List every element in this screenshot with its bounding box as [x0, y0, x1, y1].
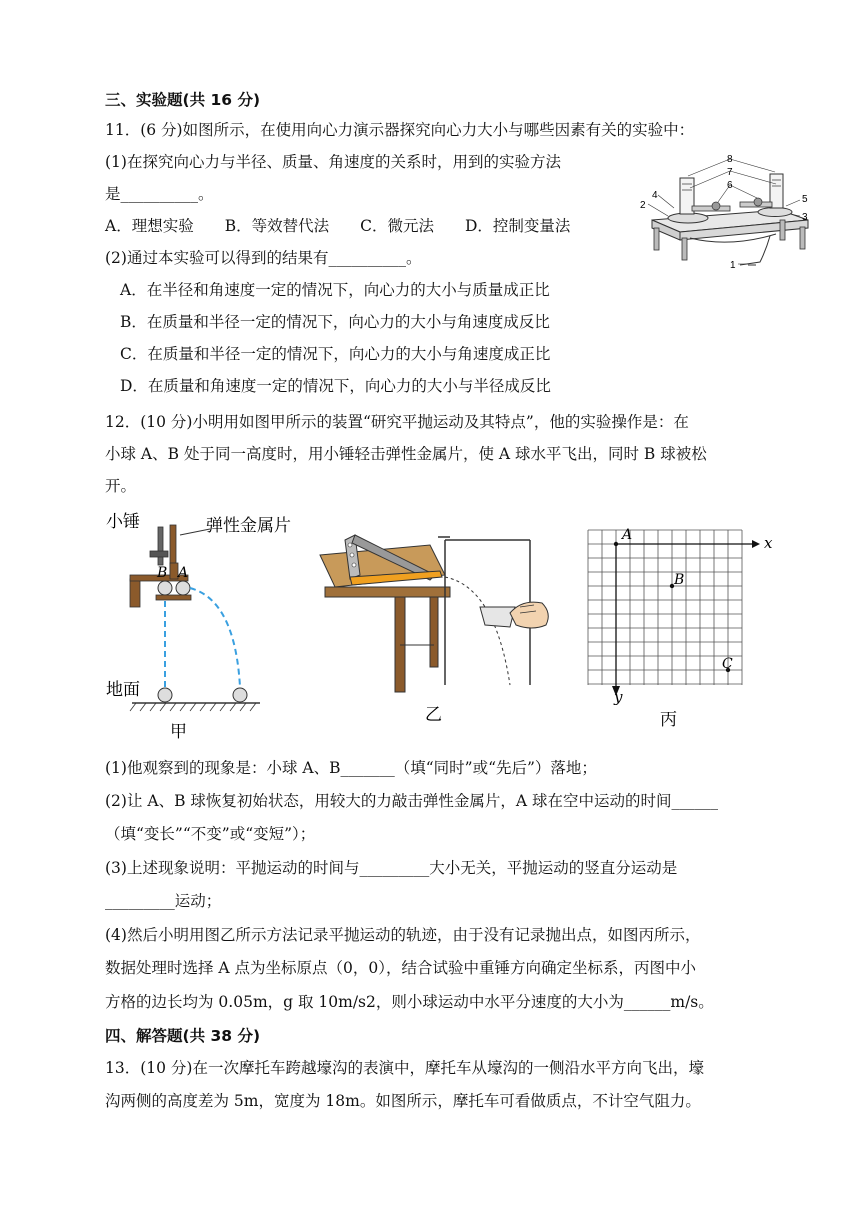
q12-line1: 12．(10 分)小明用如图甲所示的装置“研究平抛运动及其特点”，他的实验操作是：在	[105, 413, 689, 431]
apparatus-label-1: 1	[730, 260, 736, 271]
apparatus-label-3: 3	[802, 212, 808, 223]
label-metal-sheet: 弹性金属片	[206, 516, 291, 536]
figure-yi	[310, 515, 555, 725]
section4-heading: 四、解答题(共 38 分)	[105, 1027, 261, 1045]
caption-bing: 丙	[660, 710, 677, 730]
q11-option-c: C．在质量和半径一定的情况下，向心力的大小与角速度成正比	[120, 345, 551, 363]
point-c-label: C	[722, 656, 733, 672]
apparatus-label-8: 8	[727, 154, 733, 165]
q11-stem: 11．(6 分)如图所示，在使用向心力演示器探究向心力大小与哪些因素有关的实验中：	[105, 121, 695, 139]
centripetal-apparatus-figure	[630, 150, 815, 275]
q13-line2: 沟两侧的高度差为 5m，宽度为 18m。如图所示，摩托车可看做质点，不计空气阻力。	[105, 1092, 701, 1110]
q11-option-b: B．在质量和半径一定的情况下，向心力的大小与角速度成反比	[120, 313, 550, 331]
q12-sub2-line1: (2)让 A、B 球恢复初始状态，用较大的力敲击弹性金属片，A 球在空中运动的时间______	[105, 792, 719, 810]
apparatus-label-6: 6	[727, 180, 733, 191]
q11-option-a: A．在半径和角速度一定的情况下，向心力的大小与质量成正比	[120, 281, 550, 299]
figure-jia	[100, 505, 300, 745]
caption-jia: 甲	[170, 722, 187, 742]
q13-line1: 13．(10 分)在一次摩托车跨越壕沟的表演中，摩托车从壕沟的一侧沿水平方向飞出，壕	[105, 1059, 704, 1077]
axis-y-label: y	[614, 688, 623, 706]
label-ball-b: B	[157, 565, 168, 581]
q12-sub4-line3: 方格的边长均为 0.05m，g 取 10m/s2，则小球运动中水平分速度的大小为______m/s。	[105, 993, 714, 1011]
section3-heading: 三、实验题(共 16 分)	[105, 91, 261, 109]
q12-sub2-line2: （填“变长”“不变”或“变短”）；	[105, 825, 316, 843]
axis-x-label: x	[764, 534, 773, 552]
label-ball-a: A	[178, 565, 189, 581]
label-hammer: 小锤	[106, 512, 140, 532]
q12-sub4-line1: (4)然后小明用图乙所示方法记录平抛运动的轨迹，由于没有记录抛出点，如图丙所示，	[105, 926, 701, 944]
q12-line2: 小球 A、B 处于同一高度时，用小锤轻击弹性金属片，使 A 球水平飞出，同时 B 球被松	[105, 445, 707, 463]
q11-part1-options: A．理想实验 B．等效替代法 C．微元法 D．控制变量法	[105, 217, 571, 235]
q12-sub4-line2: 数据处理时选择 A 点为坐标原点（0，0），结合试验中重锤方向确定坐标系，丙图中小	[105, 959, 697, 977]
caption-yi: 乙	[425, 705, 442, 725]
point-a-label: A	[622, 527, 633, 543]
point-b-label: B	[674, 572, 685, 588]
q12-line3: 开。	[105, 477, 137, 495]
q11-part2: (2)通过本实验可以得到的结果有__________。	[105, 249, 422, 267]
q11-part1-line2: 是__________。	[105, 185, 214, 203]
apparatus-label-4: 4	[652, 190, 658, 201]
q12-sub3-line1: (3)上述现象说明：平抛运动的时间与_________大小无关，平抛运动的竖直分运动是	[105, 859, 678, 877]
q12-sub1: (1)他观察到的现象是：小球 A、B_______（填“同时”或“先后”）落地；	[105, 759, 597, 777]
apparatus-label-2: 2	[640, 200, 646, 211]
q11-part1-line1: (1)在探究向心力与半径、质量、角速度的关系时，用到的实验方法	[105, 153, 561, 171]
label-ground: 地面	[106, 680, 140, 700]
q12-sub3-line2: _________运动；	[105, 892, 222, 910]
apparatus-label-7: 7	[727, 167, 733, 178]
apparatus-label-5: 5	[802, 194, 808, 205]
figure-bing	[578, 520, 778, 735]
q11-option-d: D．在质量和角速度一定的情况下，向心力的大小与半径成反比	[120, 377, 551, 395]
